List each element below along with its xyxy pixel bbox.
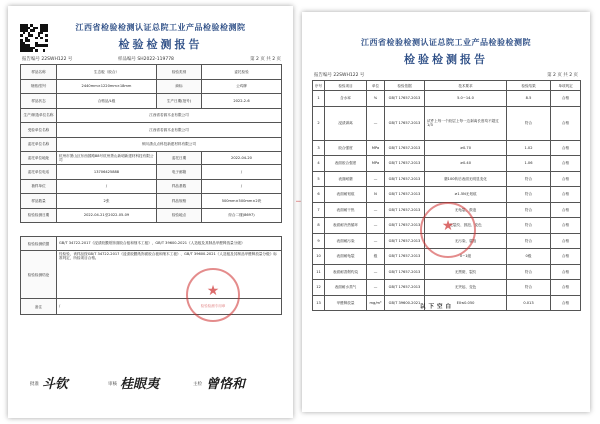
info-v1: 13706425888 [57,165,157,180]
reviewer-signature: 桂眼夷 [120,377,160,392]
result-row [313,171,581,187]
report-page-1 [8,6,293,418]
result-cell: 合格 [551,140,581,156]
info-l2: 商标 [157,79,202,94]
result-cell: 合格 [551,264,581,280]
result-cell: % [367,91,385,107]
result-cell: 1 [313,91,325,107]
info-l1: 委托单位名称 [21,137,57,152]
info-row [21,208,282,223]
result-cell: 2 [313,106,325,140]
result-cell: 11 [313,264,325,280]
info-v1: 杭州市萧山区东西园路88号杭州萧山新明新建材科技有限公司 [57,152,157,165]
info-row [21,65,282,80]
result-cell: 试件上每一个胶层上每一边剥离长度均不超过1/3 [425,106,507,140]
result-cell: 0级 [507,249,551,265]
result-cell: 胶合强度 [325,140,367,156]
info-row [21,108,282,123]
column-header: 技术要求 [425,81,507,91]
result-cell: 符合 [507,171,551,187]
result-cell: 4 [313,156,325,172]
result-cell: GB/T 17657-2013 [385,187,425,203]
result-cell: 5 [313,171,325,187]
result-cell: 无龟裂、鼓泡 [425,202,507,218]
result-cell: 合格 [551,295,581,311]
result-cell: 合格 [551,280,581,296]
result-cell: — [367,218,385,234]
result-cell: 1.02 [507,140,551,156]
result-cell: 符合 [507,202,551,218]
result-cell: 无裂纹、鼓泡、变色 [425,218,507,234]
info-l1: 抽样单位 [21,179,57,194]
report-title-2: 检验检测报告 [404,53,488,66]
reviewer-label: 审核 [108,382,117,387]
basis-text: GB/T 34722-2017《浸渍胶膜纸饰面胶合板和细木工板》，GB/T 39600-2021《人造板及其制品甲醛释放量分级》 [57,237,282,251]
report-number-2: 报告编号 22SWH122 号 [314,73,365,78]
result-cell: — [367,171,385,187]
info-row [21,79,282,94]
result-cell: GB/T 17657-2013 [385,171,425,187]
result-cell: 表面耐划痕 [325,187,367,203]
result-cell: 合格 [551,156,581,172]
info-row [21,194,282,209]
result-cell: 合格 [551,187,581,203]
basis-label: 检验检测依据 [21,237,57,251]
result-row [313,280,581,296]
column-header: 检验结果 [507,81,551,91]
end-mark: 以下空白 [420,304,455,310]
result-cell: GB/T 17657-2013 [385,91,425,107]
result-cell: 8.5 [507,91,551,107]
remark-text: / [57,299,282,315]
result-cell: 0.013 [507,295,551,311]
sample-number: 样品编号 SH2022-119778 [118,57,174,62]
info-l2: 样品规格 [157,194,202,209]
result-cell: ≥1.5N无划痕 [425,187,507,203]
result-cell: GB/T 17657-2013 [385,264,425,280]
info-row [21,179,282,194]
column-header: 单位 [367,81,385,91]
column-header: 检验依据 [385,81,425,91]
info-v2: 500mm×500mm×2块 [202,194,282,209]
info-v2: 2022-04-20 [202,152,282,165]
info-v1: 生态板（胶合） [57,65,157,80]
basis-table [20,236,282,315]
result-cell: 7 [313,202,325,218]
conclusion-text: 经检验，该样品按GB/T 34722-2017《浸渍胶膜纸饰面胶合板和细木工板》、GB/T 39600-2021《人造板及其制品甲醛释放量分级》标准判定，所检项目合格。 [57,251,282,299]
info-l1: 样品名称 [21,65,57,80]
info-l2: 样品基数 [157,179,202,194]
info-l1: 检验检测日期 [21,208,57,223]
result-row [313,156,581,172]
inspection-seal: ★ 检验检测专用章 [186,268,240,322]
info-l1: 规格/型号 [21,79,57,94]
info-l1: 样品数量 [21,194,57,209]
result-cell: 0~1级 [425,249,507,265]
result-cell: 合格 [551,202,581,218]
info-v2: 综合二楼(8697) [202,208,282,223]
column-header: 单项判定 [551,81,581,91]
info-v1: 江西省若源木业有限公司 [57,123,282,138]
info-l2: 委托日期 [157,152,202,165]
info-l2: 生产日期(批号) [157,94,202,109]
result-cell: 表面耐干热 [325,202,367,218]
result-cell: 含水率 [325,91,367,107]
info-v1: 2022-04-21至2022-05-09 [57,208,157,223]
institute-name: 江西省检验检测认证总院工业产品检验检测院 [75,23,246,32]
result-cell: 符合 [507,233,551,249]
result-cell: GB/T 17657-2013 [385,280,425,296]
result-cell: 表面耐香烟灼烧 [325,264,367,280]
info-row [21,137,282,152]
result-cell: 合格 [551,233,581,249]
result-cell: GB/T 17657-2013 [385,233,425,249]
result-cell: GB/T 39600-2021 [385,295,425,311]
result-cell: 表面耐龟裂 [325,249,367,265]
result-row [313,264,581,280]
result-cell: 合格 [551,171,581,187]
column-header: 检验项目 [325,81,367,91]
info-v2: 公鸡牌 [202,79,282,94]
result-cell: 符合 [507,264,551,280]
result-cell: 无污染、腐蚀 [425,233,507,249]
report-number: 报告编号 22SWH122 号 [22,57,73,62]
info-v2: 委托检验 [202,65,282,80]
result-cell: 合格 [551,249,581,265]
info-row [21,165,282,180]
result-cell: MPa [367,156,385,172]
info-v1: 2张 [57,194,157,209]
result-row [313,140,581,156]
info-v1: / [57,179,157,194]
info-l2: 电子邮箱 [157,165,202,180]
info-l2: 检验类别 [157,65,202,80]
approver-signature: 斗钦 [42,377,69,392]
result-row [313,187,581,203]
result-cell: ≥0.40 [425,156,507,172]
result-cell: 表面耐水蒸气 [325,280,367,296]
remark-label: 备注 [21,299,57,315]
result-cell: 无黑斑、裂纹 [425,264,507,280]
result-row [313,91,581,107]
result-cell: 3 [313,140,325,156]
result-cell: 10 [313,249,325,265]
result-cell: — [367,280,385,296]
info-l1: 受检单位名称 [21,123,57,138]
result-cell: N [367,187,385,203]
result-cell: 表面耐污染 [325,233,367,249]
result-cell: 表面耐冷热循环 [325,218,367,234]
result-cell: — [367,264,385,280]
result-cell: 9 [313,233,325,249]
info-l1: 委托单位地址 [21,152,57,165]
result-cell: E0≤0.050 [425,295,507,311]
result-cell: 1.06 [507,156,551,172]
info-v2: / [202,165,282,180]
result-cell: 级 [367,249,385,265]
info-v1: 江西省若源木业有限公司 [57,108,282,123]
approver-label: 批准 [30,382,39,387]
result-cell: 表面胶合强度 [325,156,367,172]
result-cell: GB/T 17657-2013 [385,156,425,172]
result-cell: 6 [313,187,325,203]
info-v1: 合格品/L级 [57,94,157,109]
info-l1: 委托单位电话 [21,165,57,180]
info-l2: 检验地点 [157,208,202,223]
info-l1: 生产/制造单位名称 [21,108,57,123]
info-l1: 样品状态 [21,94,57,109]
inspector-signature: 曾恪和 [206,377,246,392]
result-cell: GB/T 17657-2013 [385,106,425,140]
result-cell: 12 [313,280,325,296]
info-row [21,123,282,138]
result-cell: GB/T 17657-2013 [385,249,425,265]
info-v2: / [202,179,282,194]
inspector-label: 主检 [193,382,202,387]
institute-name-2: 江西省检验检测认证总院工业产品检验检测院 [361,38,531,47]
column-header: 序号 [313,81,325,91]
results-table [312,80,581,311]
result-cell: — [367,106,385,140]
info-v1: 铜川潇点点科技新建材料有限公司 [57,137,282,152]
seam-stamp: ┃ [296,200,301,203]
result-cell: 表面耐磨 [325,171,367,187]
conclusion-label: 检验检测结论 [21,251,57,299]
info-v2: 2022-2-6 [202,94,282,109]
info-row [21,94,282,109]
result-cell: 磨100转后表面无明显变化 [425,171,507,187]
report-page-2 [302,12,590,412]
info-row [21,152,282,165]
result-cell: — [367,233,385,249]
result-cell: 符合 [507,280,551,296]
result-cell: ≥0.70 [425,140,507,156]
result-cell: 符合 [507,106,551,140]
result-cell: 甲醛释放量 [325,295,367,311]
info-v1: 2440mm×1220mm×18mm [57,79,157,94]
result-cell: 8 [313,218,325,234]
result-cell: mg/m³ [367,295,385,311]
result-cell: 无突起、变色 [425,280,507,296]
result-cell: 合格 [551,91,581,107]
report-title: 检验检测报告 [118,38,203,51]
result-row [313,106,581,140]
result-cell: MPa [367,140,385,156]
inspection-seal-2: ★ [420,202,476,258]
result-cell: GB/T 17657-2013 [385,140,425,156]
result-cell: 合格 [551,106,581,140]
result-cell: — [367,202,385,218]
page-number-2: 第 2 页 共 2 页 [547,73,578,78]
result-cell: 符合 [507,218,551,234]
result-cell: GB/T 17657-2013 [385,218,425,234]
result-cell: 5.0~14.0 [425,91,507,107]
result-cell: 合格 [551,218,581,234]
result-cell: 浸渍剥离 [325,106,367,140]
result-cell: 符合 [507,187,551,203]
info-table [20,64,282,223]
result-cell: GB/T 17657-2013 [385,202,425,218]
page-number: 第 2 页 共 2 页 [250,57,281,62]
result-cell: 13 [313,295,325,311]
